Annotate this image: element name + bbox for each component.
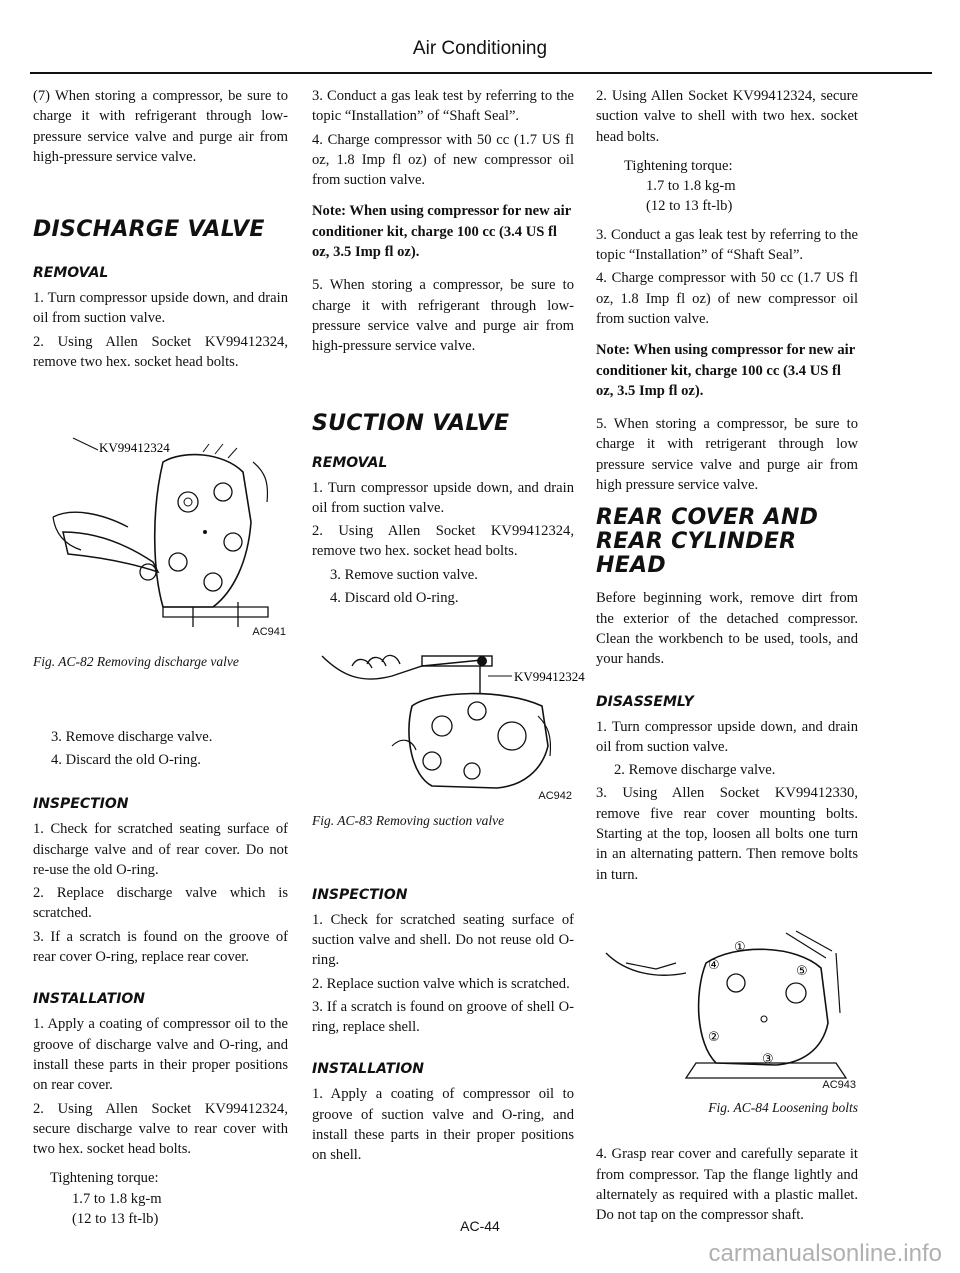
- compressor-illustration: [312, 636, 585, 796]
- step: 2. Replace suction valve which is scratched.: [312, 975, 570, 992]
- step: 4. Charge compressor with 50 cc (1.7 US fl oz, 1.8 Imp fl oz) of new compressor oil from suction valve.: [312, 131, 574, 189]
- bolt-number-1: ①: [734, 939, 746, 955]
- section-title: HEAD: [596, 553, 666, 579]
- section-title: DISCHARGE VALVE: [33, 217, 265, 243]
- step: 3. Remove suction valve.: [330, 566, 478, 583]
- step: 1. Turn compressor upside down, and drain oil from suction valve.: [312, 479, 574, 516]
- column-1: [33, 86, 288, 1229]
- subsection-title: INSPECTION: [33, 796, 129, 813]
- figure-ac83: [312, 636, 585, 811]
- torque-label: Tightening torque:: [624, 157, 733, 174]
- step: 2. Remove discharge valve.: [614, 762, 776, 779]
- figure-label: KV99412324: [514, 669, 585, 685]
- subsection-title: INSTALLATION: [312, 1061, 425, 1078]
- figure-caption: Fig. AC-84 Loosening bolts: [708, 1099, 858, 1115]
- step: 3. If a scratch is found on groove of shell O-ring, replace shell.: [312, 998, 574, 1036]
- figure-code: AC943: [822, 1078, 856, 1091]
- bolt-number-5: ⑤: [796, 963, 808, 979]
- step: 1. Apply a coating of compressor oil to groove of suction valve and O-ring, and install these parts in their proper positions on shell.: [312, 1086, 574, 1164]
- step: 4. Discard the old O-ring.: [51, 751, 201, 768]
- step: 1. Apply a coating of compressor oil to the groove of discharge valve and O-ring, and install these parts in their proper positions on rear cover.: [33, 1016, 288, 1094]
- subsection-title: DISASSEMLY: [596, 693, 694, 710]
- step: 3. Conduct a gas leak test by referring to the topic “Installation” of “Shaft Seal”.: [312, 88, 574, 125]
- subsection-title: REMOVAL: [33, 265, 109, 282]
- step: 1. Check for scratched seating surface of discharge valve and of rear cover. Do not re-use the old O-ring.: [33, 821, 288, 878]
- figure-code: AC942: [538, 790, 572, 803]
- page-number: AC-44: [460, 1218, 500, 1234]
- section-title: REAR CYLINDER: [596, 529, 797, 555]
- watermark: carmanualsonline.info: [708, 1240, 942, 1267]
- paragraph: Before beginning work, remove dirt from the exterior of the detached compressor. Clean the workbench to be used, tools, and your hands.: [596, 590, 858, 668]
- figure-code: AC941: [252, 626, 286, 639]
- torque-value: 1.7 to 1.8 kg-m: [72, 1190, 162, 1207]
- torque-value: (12 to 13 ft-lb): [72, 1211, 159, 1228]
- step: 2. Replace discharge valve which is scratched.: [33, 885, 288, 922]
- torque-spec: [596, 156, 858, 217]
- section-title: SUCTION VALVE: [312, 410, 510, 436]
- bolt-number-3: ③: [762, 1051, 774, 1067]
- step: 5. When storing a compressor, be sure to charge it with refrigerant through low-pressure service valve and purge air from high-pressure service valve.: [312, 277, 574, 355]
- step: 3. Conduct a gas leak test by referring to the topic “Installation” of “Shaft Seal”.: [596, 226, 858, 264]
- step: 4. Discard old O-ring.: [330, 590, 459, 607]
- step: 2. Using Allen Socket KV99412324, remove two hex. socket head bolts.: [312, 523, 574, 560]
- bolt-number-2: ②: [708, 1029, 720, 1045]
- note: Note: When using compressor for new air conditioner kit, charge 100 cc (3.4 US fl oz, 3.5 Imp fl oz).: [596, 342, 855, 399]
- subsection-title: INSPECTION: [312, 886, 408, 903]
- step: 3. Remove discharge valve.: [51, 728, 213, 745]
- bolt-number-4: ④: [708, 957, 720, 973]
- figure-caption: Fig. AC-83 Removing suction valve: [312, 813, 505, 829]
- step: 3. Using Allen Socket KV99412330, remove five rear cover mounting bolts. Starting at the top, loosen all bolts one turn in an alternating pattern. Then remove bolts in turn.: [596, 785, 858, 883]
- step: 5. When storing a compressor, be sure to charge it with retrigerant through low pressure service valve and purge air from high pressure service valve.: [596, 416, 858, 494]
- note: Note: When using compressor for new air conditioner kit, charge 100 cc (3.4 US fl oz, 3.5 Imp fl oz).: [312, 203, 571, 261]
- step: 2. Using Allen Socket KV99412324, remove two hex. socket head bolts.: [33, 333, 288, 371]
- step: 2. Using Allen Socket KV99412324, secure discharge valve to rear cover with two hex. socket head bolts.: [33, 1100, 288, 1158]
- torque-value: 1.7 to 1.8 kg-m: [646, 178, 736, 195]
- figure-ac82: [33, 422, 288, 652]
- step: 4. Grasp rear cover and carefully separate it from compressor. Tap the flange lightly and alternately as required with a plastic mallet. Do not tap on the compressor shaft.: [596, 1146, 858, 1224]
- step: 2. Using Allen Socket KV99412324, secure suction valve to shell with two hex. socket head bolts.: [596, 88, 858, 145]
- subsection-title: REMOVAL: [312, 454, 388, 471]
- compressor-illustration: [33, 422, 288, 632]
- figure-ac84: [596, 923, 858, 1098]
- torque-value: (12 to 13 ft-lb): [646, 198, 733, 215]
- figure-label: KV99412324: [99, 440, 170, 456]
- compressor-illustration: [596, 923, 858, 1083]
- step: 1. Check for scratched seating surface of suction valve and shell. Do not reuse old O-ring.: [312, 911, 574, 969]
- page-header: Air Conditioning: [412, 38, 548, 59]
- header-rule: [30, 72, 932, 74]
- step: 3. If a scratch is found on the groove of rear cover O-ring, replace rear cover.: [33, 928, 288, 966]
- step: 1. Turn compressor upside down, and drain oil from suction valve.: [33, 290, 288, 327]
- subsection-title: INSTALLATION: [33, 991, 146, 1008]
- step: 1. Turn compressor upside down, and drain oil from suction valve.: [596, 718, 858, 755]
- torque-label: Tightening torque:: [50, 1170, 159, 1187]
- figure-caption: Fig. AC-82 Removing discharge valve: [33, 654, 239, 670]
- step: 4. Charge compressor with 50 cc (1.7 US fl oz, 1.8 Imp fl oz) of new compressor oil from suction valve.: [596, 270, 858, 327]
- column-3: [596, 86, 858, 1228]
- column-2: [312, 86, 585, 1169]
- section-title: REAR COVER AND: [596, 505, 819, 531]
- paragraph: (7) When storing a compressor, be sure to charge it with refrigerant through low-pressure service valve and purge air from high-pressure service valve.: [33, 88, 288, 165]
